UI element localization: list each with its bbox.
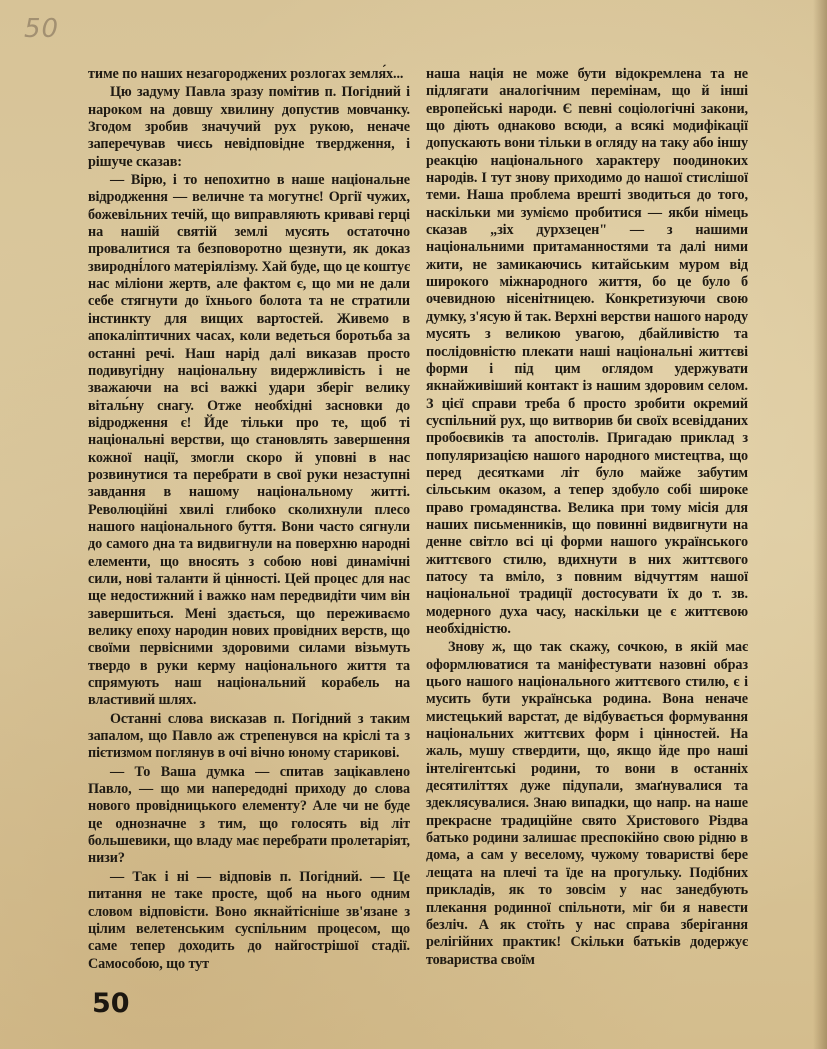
paragraph: тиме по наших незагороджених розлогах земля́х... (88, 66, 404, 82)
paragraph: — Вірю, і то непохитно в наше національне відродження — величне та могутнє! Оргії чужих, божевільних течій, що виправляють криваві герці на нашій святій землі мусять остаточно провалитися та безповоротно щезнути, як доказ звиродні́лого матеріялізму. Хай буде, що це коштує нас міліони жертв, але фактом є, що ми не дали себе стягнути до їхнього болота та не стратили інстинкту для вищих вартостей. Живемо в апокаліптичних часах, коли ведеться боротьба за останні речі. Наш нарід далі виказав просто подивугідну національну видержливість і не зважаючи на всі важкі удари зберіг велику віталь́ну снагу. Отже необхідні засновки до відродження є! Йде тільки про те, щоб ті національні верстви, що становлять завершення кожної нації, змогли скоро й уповні в нас розвинутися та перебрати в свої руки незаступні завдання в нашому національному житті. Революційні хвилі глибоко сколихнули плесо нашого національного буття. Вони часто сягнули до самого дна та видвигнули на поверхню народні елементи, що вносять з собою нові динамічні сили, нові таланти й цінності. Цей процес для нас ще недостижний і важко нам передвидіти чим він завершиться. Мені здається, що переживаємо велику епоху народин нових провідних верств, що своїми первісними здоровими силами візьмуть твердо в руки керму національного життя та спрямують наш національний корабель на властивий шлях. (88, 172, 410, 709)
paragraph: Цю задуму Павла зразу помітив п. Погідний і нароком на довшу хвилину допустив мовчанку. Згодом зробив значучий рух рукою, неначе заперечував чиєсь невідповідне твердження, і рішуче сказав: (88, 84, 410, 170)
paragraph: Останні слова висказав п. Погідний з таким запалом, що Павло аж стрепенувся на кріслі та з пієтизмом поглянув в очі вічно юному старикові. (88, 710, 410, 762)
handwritten-page-mark: 50 (24, 14, 60, 44)
paragraph: — Так і ні — відповів п. Погідний. — Це питання не таке просте, щоб на нього одним словом відповісти. Воно якнайтісніше зв'язане з цілим велетенським суспільним процесом, що саме тепер доходить до найгострішої стадії. Самособою, що тут (88, 868, 410, 972)
page-number: 50 (92, 988, 130, 1019)
left-text-column (88, 66, 410, 973)
page-edge-shadow (813, 0, 827, 1049)
paragraph: Знову ж, що так скажу, сочкою, в якій має оформлюватися та маніфестувати назовні образ цього нашого національного життєвого стилю, є і мусить бути українська родина. Вона неначе мистецький варстат, де відбувається формування національних життєвих форм і цінностей. На жаль, мушу ствердити, що, якщо йде про наші інтелігентські родини, то вони в останніх десятиліттях дуже підупали, змаґнувалися та здеклясувалися. Знаю випадки, що напр. на наше прекрасне традиційне свято Христового Різдва батько родини залишає преспокійно свою рідню в дома, а сам у веселому, чужому товаристві бере лещата на плечі та їде на прогульку. Подібних прикладів, як то зовсім у нас занедбують плекання родинної спільноти, міг би я навести безліч. А як стоїть у нас справа зберігання релігійних практик! Скільки батьків додержує товариства своїм (426, 639, 748, 968)
paragraph: — То Ваша думка — спитав зацікавлено Павло, — що ми напередодні приходу до слова нового провідницького елементу? Але чи не буде це однозначне з тим, що голосять від літ большевики, що владу має перебрати пролетаріят, низи? (88, 763, 410, 867)
paragraph: наша нація не може бути відокремлена та не підлягати аналогічним перемінам, що й інші европейські народи. Є певні соціологічні закони, що діють однаково всюди, а всякі модифікації допускають вони тільки в огляду на таку або іншу реакцію національного характеру поодиноких народів. І тут знову приходимо до нашої стислішої теми. Наша проблема врешті зводиться до того, наскільки ми зуміємо пробитися — якби німець сказав „зіх дурхзецен" — з нашими національними притаманностями та далі ними жити, не замикаючись китайським муром від широкого міжнародного життя, бо це було б очевидною нісенітницею. Конкретизуючи свою думку, з'ясую й так. Верхні верстви нашого народу мусять з великою увагою, дбайливістю та послідовністю плекати наші національні життєві форми і під цим оглядом удержувати якнайживіший контакт із нашим здоровим селом. З цієї справи треба б просто зробити окремий суспільний рух, що витворив би своїх всевідданих пробоєвиків та апостолів. Пригадаю приклад з популяризацією нашого народного мистецтва, що перед десятками літ було майже забутим сільським оказом, а тепер здобуло собі широке право громадянства. Велика при тому місія для наших письменників, що повинні видвигнути на денне світло всі ці форми нашого українського життєвого стилю, вдихнути в них життєвого патосу та вміло, з повним відчуттям нашої національної традиції достосувати їх до т. зв. модерного духа часу, наскільки це є життєвою необхідністю. (426, 66, 748, 637)
right-text-column (426, 66, 748, 969)
